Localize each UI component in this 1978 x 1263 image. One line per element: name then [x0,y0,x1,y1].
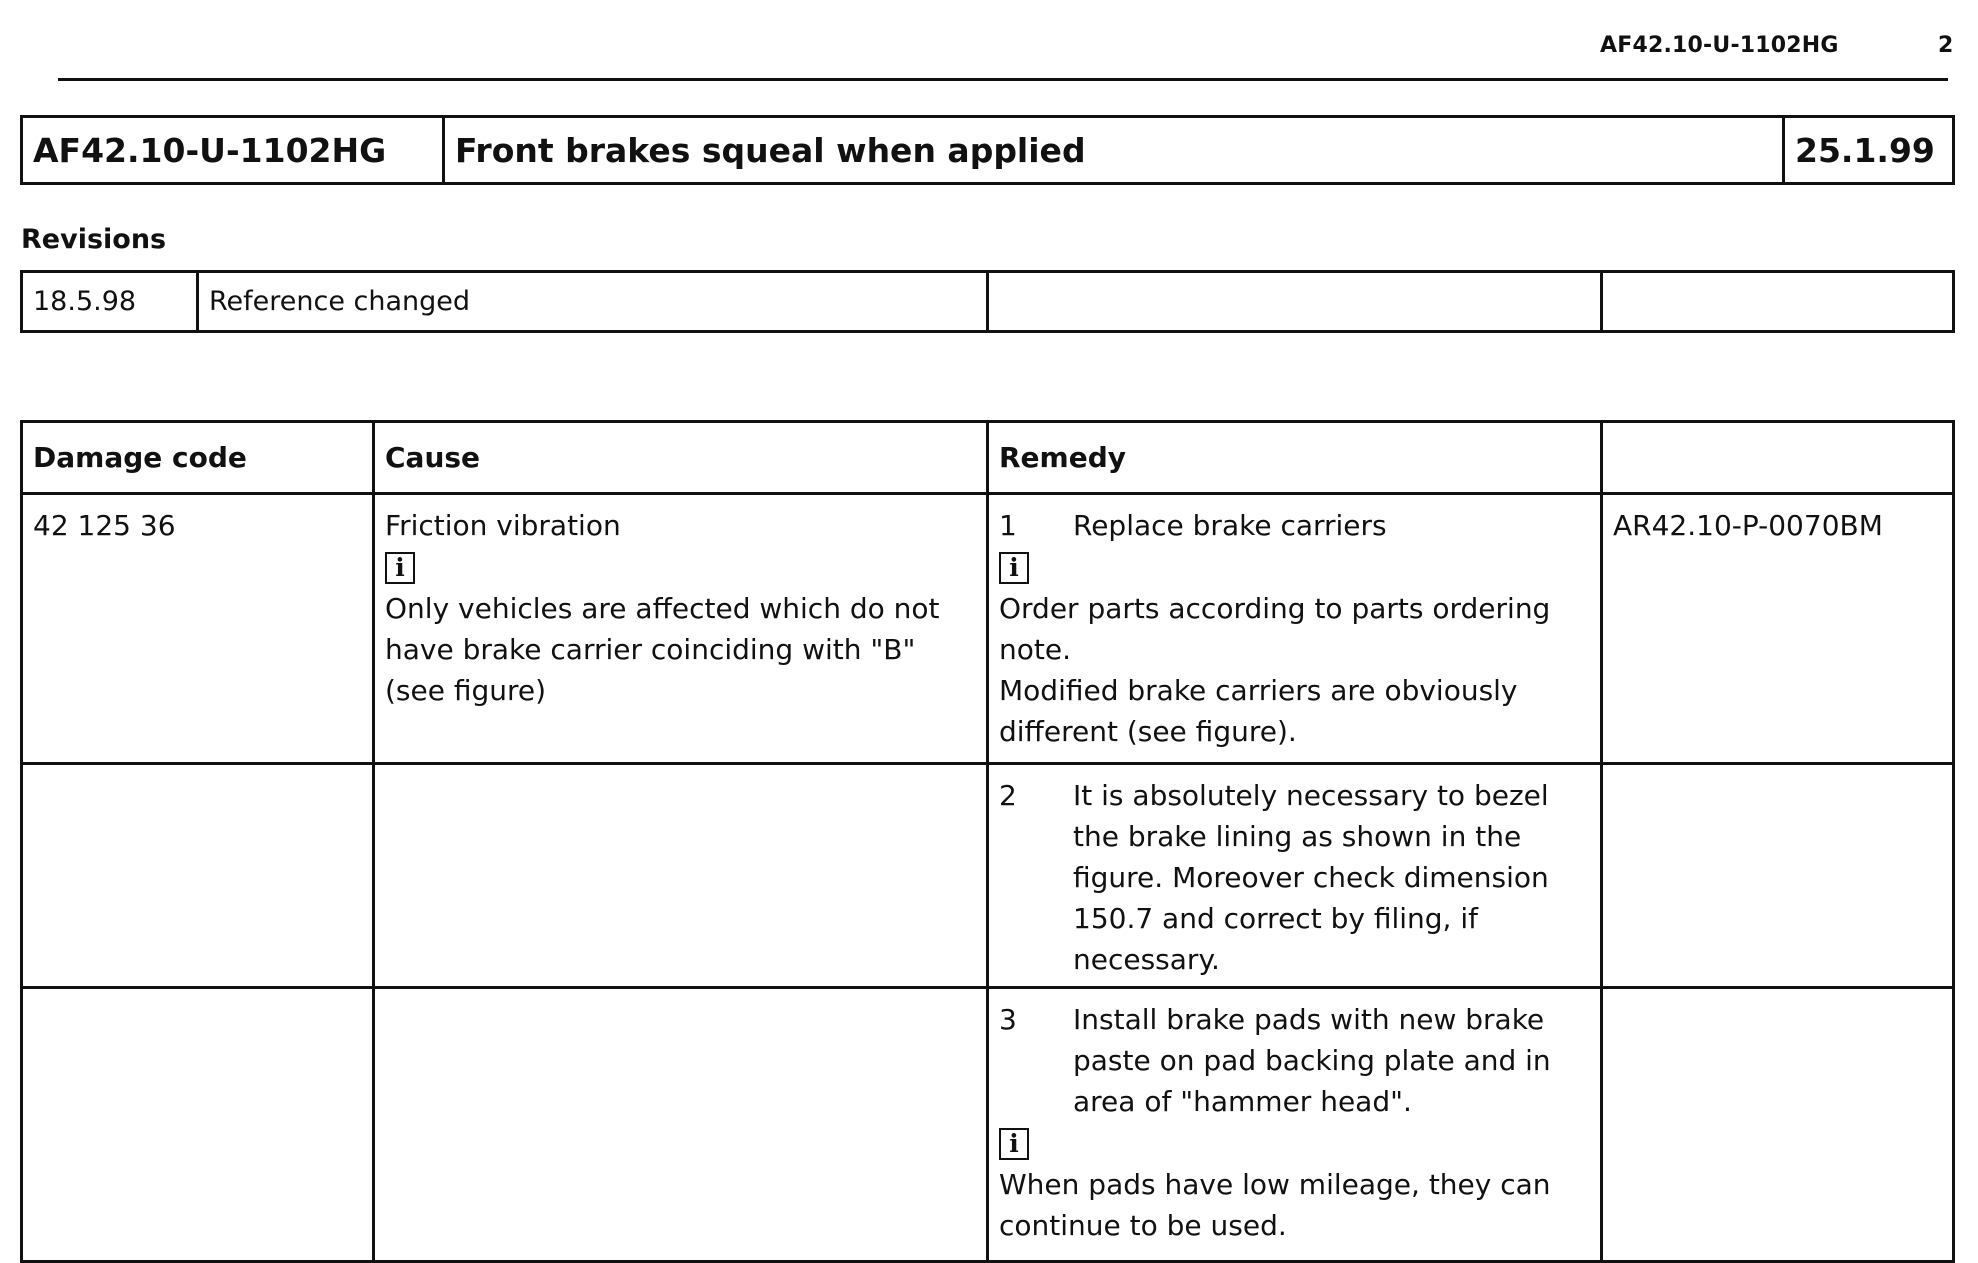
reference-cell [1602,494,1954,764]
title-date: 25.1.99 [1795,130,1935,170]
reference-cell [1602,764,1954,988]
table-row [22,764,1954,988]
step-number: 2 [999,779,1017,812]
step-text: Install brake pads with new brake paste on pad backing plate and in area of "hammer head". [1073,1003,1551,1118]
table-row [22,988,1954,1262]
title-date-cell [1784,117,1954,184]
revision-date: 18.5.98 [33,286,137,317]
damage-code: 42 125 36 [33,509,176,542]
cause-title: Friction vibration [385,509,621,542]
header-cause: Cause [374,422,988,494]
step-text: Replace brake carriers [1073,509,1387,542]
remedy-step [999,505,1590,546]
remedy-step [999,999,1590,1122]
revision-empty-cell [988,272,1602,332]
reference-cell [1602,988,1954,1262]
info-icon: i [999,552,1029,584]
info-icon: i [999,1128,1029,1160]
table-row [22,494,1954,764]
table-header-row [22,422,1954,494]
cause-cell [374,494,988,764]
header-rule [58,78,1948,81]
remedy-cell [988,494,1602,764]
revision-text-cell [198,272,988,332]
info-icon: i [385,552,415,584]
title-text: Front brakes squeal when applied [455,130,1086,170]
revision-empty-cell [1602,272,1954,332]
damage-code-cell [22,764,374,988]
header-reference [1602,422,1954,494]
step-text: It is absolutely necessary to bezel the brake lining as shown in the figure. Moreover check dimension 150.7 and correct by filing, if necessary. [1073,779,1549,976]
cause-note: Only vehicles are affected which do not have brake carrier coinciding with "B" (see figure) [385,592,940,707]
header-doc-code: AF42.10-U-1102HG [1600,33,1839,58]
revision-text: Reference changed [209,286,471,317]
header-damage-code: Damage code [22,422,374,494]
damage-code-cell [22,988,374,1262]
title-code: AF42.10-U-1102HG [33,130,387,170]
damage-table [20,420,1955,1263]
remedy-note: Order parts according to parts ordering note. [999,592,1551,666]
cause-cell [374,764,988,988]
title-table [20,115,1955,185]
title-code-cell [22,117,444,184]
revisions-table [20,270,1955,333]
revision-date-cell [22,272,198,332]
remedy-note: When pads have low mileage, they can continue to be used. [999,1168,1551,1242]
remedy-cell [988,764,1602,988]
damage-code-cell [22,494,374,764]
remedy-step [999,775,1590,980]
title-text-cell [444,117,1784,184]
step-number: 3 [999,1003,1017,1036]
remedy-note: Modified brake carriers are obviously different (see figure). [999,674,1518,748]
revision-row [22,272,1954,332]
reference-link: AR42.10-P-0070BM [1613,509,1883,542]
title-row [22,117,1954,184]
cause-cell [374,988,988,1262]
step-number: 1 [999,509,1017,542]
remedy-cell [988,988,1602,1262]
header-page-number: 2 [1938,33,1954,58]
header-remedy: Remedy [988,422,1602,494]
revisions-label: Revisions [21,224,167,255]
